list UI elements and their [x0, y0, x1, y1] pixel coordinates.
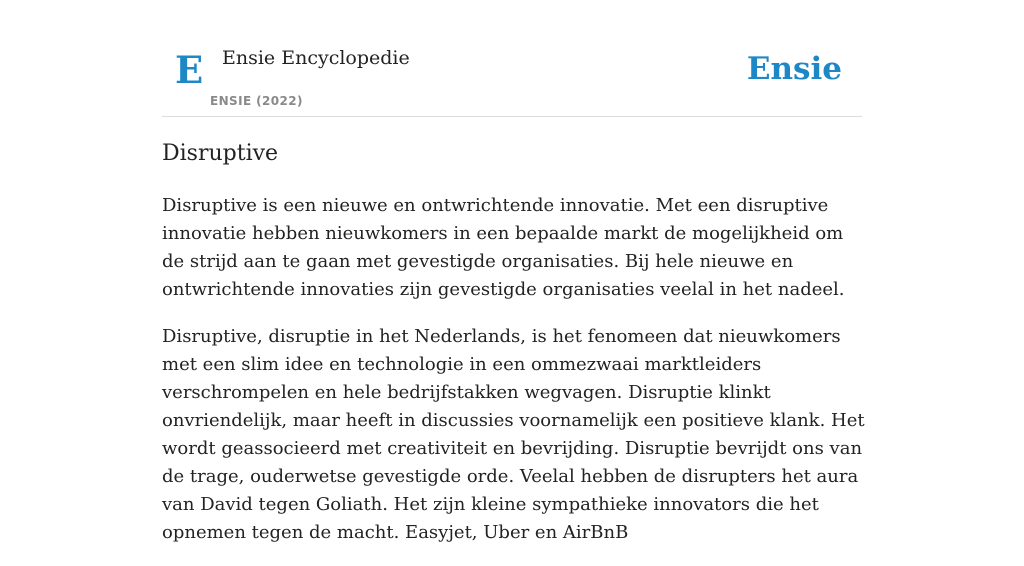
article-paragraph: Disruptive, disruptie in het Nederlands, is het fenomeen dat nieuwkomers met een slim idee en technologie in een ommezwaai marktleiders verschrompelen en hele bedrijfstakken wegvagen. Disruptie klinkt onvriendelijk, maar heeft in discussies voornamelijk een positieve klank. Het wordt geassocieerd met creativiteit en bevrijding. Disruptie bevrijdt ons van de trage, ouderwetse gevestigde orde. Veelal hebben de disrupters het aura van David tegen Goliath. Het zijn kleine sympathieke innovators die het opnemen tegen de macht. Easyjet, Uber en AirBnB: [162, 326, 865, 543]
source-header: [162, 0, 862, 117]
article-paragraph: Disruptive is een nieuwe en ontwrichtende innovatie. Met een disruptive innovatie hebben nieuwkomers in een bepaalde markt de mogelijkheid om de strijd aan te gaan met gevestigde organisaties. Bij hele nieuwe en ontwrichtende innovaties zijn gevestigde organisaties veelal in het nadeel.: [162, 195, 845, 300]
article-title: Disruptive: [162, 141, 279, 166]
article-body: [162, 192, 867, 566]
brand-logo[interactable]: Ensie: [746, 51, 842, 87]
source-meta: ENSIE (2022): [210, 94, 303, 108]
source-logo-icon: E: [175, 48, 204, 92]
source-name-link[interactable]: Ensie Encyclopedie: [222, 47, 410, 69]
